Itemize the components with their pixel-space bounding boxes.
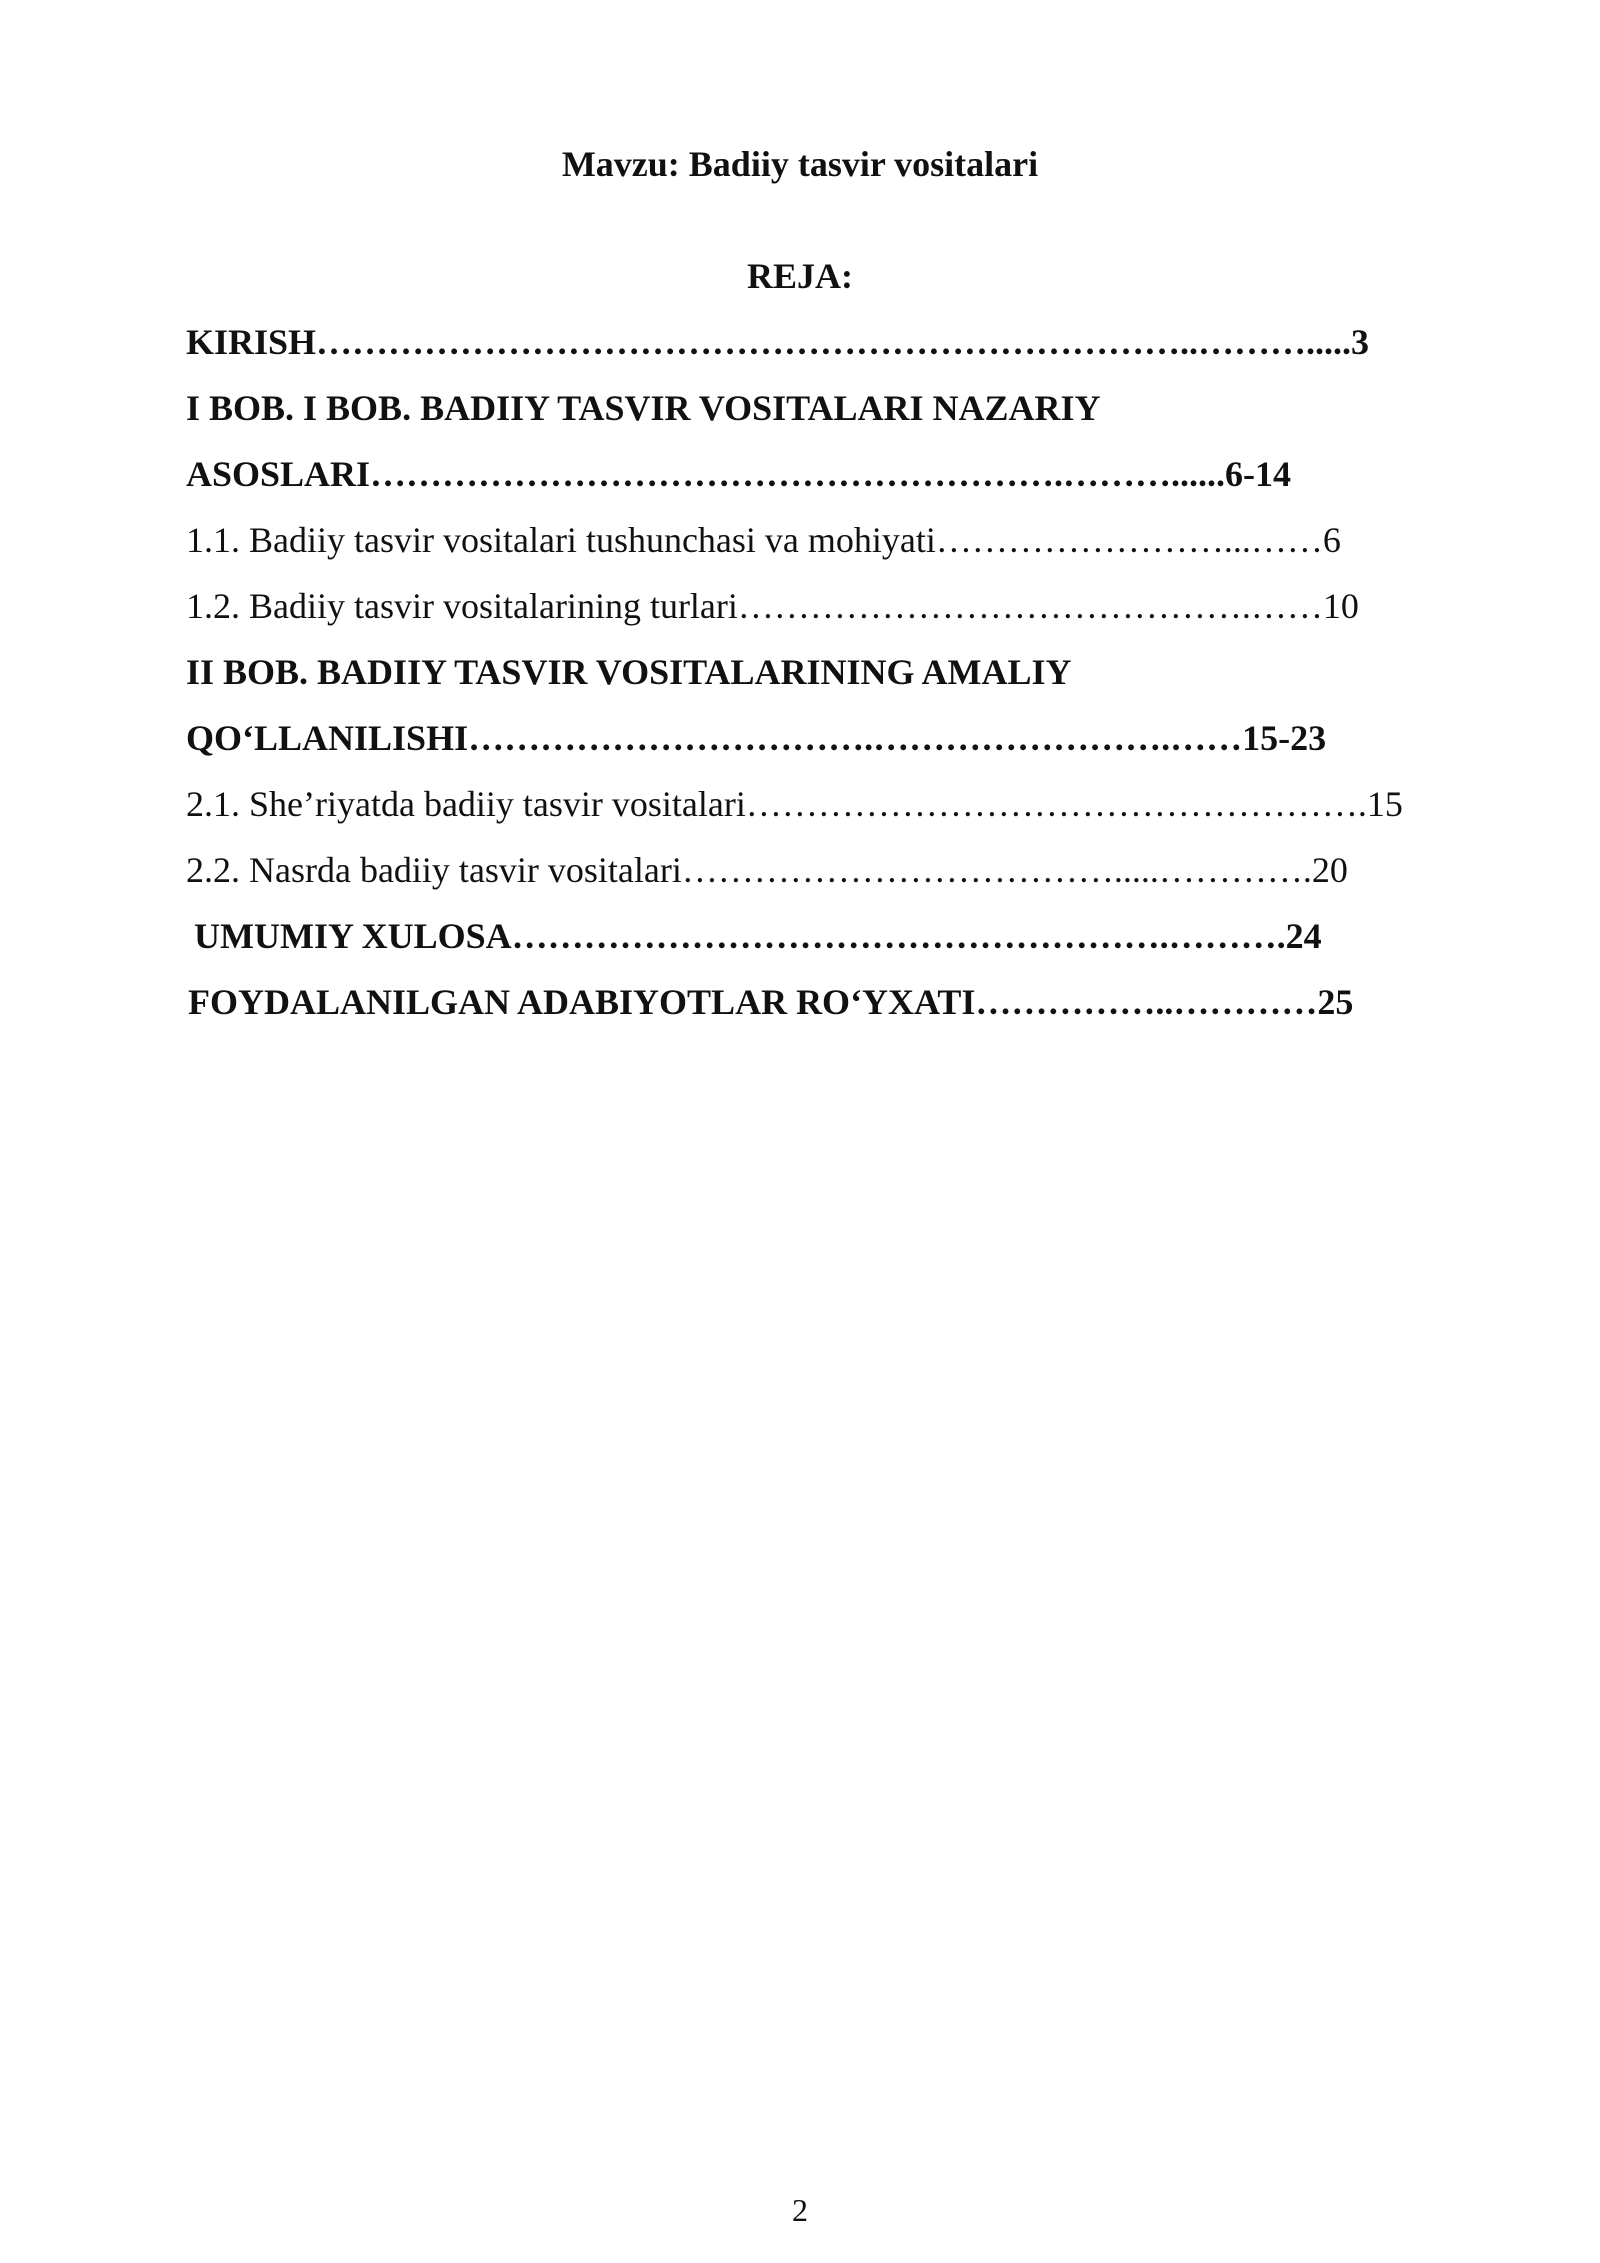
toc-entry-section-2-2: 2.2. Nasrda badiiy tasvir vositalari……………………………….....………….20 — [186, 850, 1348, 890]
toc-entry-section-2-1: 2.1. She’riyatda badiiy tasvir vositalari…………………………………………….15 — [186, 784, 1403, 824]
toc-entry-chapter-2-continued: QO‘LLANILISHI…………………………….…………………….……15-23 — [186, 718, 1327, 758]
toc-entry-bibliography: FOYDALANILGAN ADABIYOTLAR RO‘YXATI……………..…………25 — [188, 982, 1354, 1022]
toc-entry-section-1-2: 1.2. Badiiy tasvir vositalarining turlari…………………………………….……10 — [186, 586, 1359, 626]
toc-entry-section-1-1: 1.1. Badiiy tasvir vositalari tushunchasi va mohiyati……………………...……6 — [186, 520, 1341, 560]
toc-entry-kirish: KIRISH………………………………………………………………..……….....3 — [186, 322, 1370, 362]
toc-entry-chapter-1-continued: ASOSLARI………………………………………………….………......6-14 — [186, 454, 1292, 494]
toc-entry-conclusion: UMUMIY XULOSA……………………………………………….……….24 — [194, 916, 1322, 956]
toc-entry-chapter-2-title: II BOB. BADIIY TASVIR VOSITALARINING AMALIY — [186, 652, 1072, 692]
document-title: Mavzu: Badiiy tasvir vositalari — [561, 144, 1039, 184]
plan-heading: REJA: — [747, 256, 853, 296]
toc-entry-chapter-1-title: I BOB. I BOB. BADIIY TASVIR VOSITALARI NAZARIY — [186, 388, 1101, 428]
page-number: 2 — [792, 2192, 808, 2228]
